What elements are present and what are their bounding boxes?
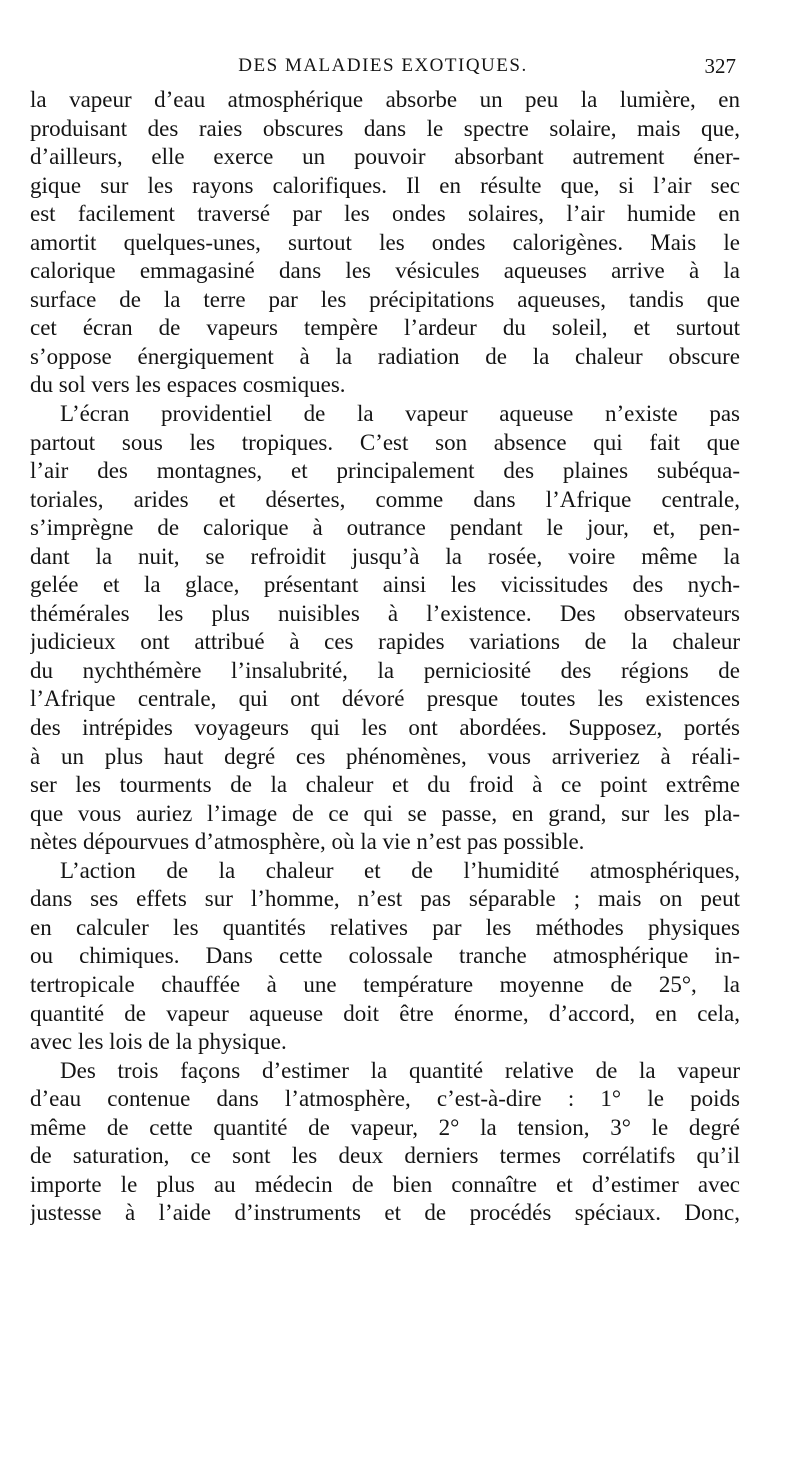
text-line: est facilement traversé par les ondes solaires, l’air humide en: [30, 201, 740, 227]
text-line: que vous auriez l’image de ce qui se passe, en grand, sur les pla-: [30, 800, 740, 826]
text-line: calorique emmagasiné dans les vésicules aqueuses arrive à la: [30, 258, 740, 284]
text-line: gique sur les rayons calorifiques. Il en résulte que, si l’air sec: [30, 172, 740, 198]
text-line: dans ses effets sur l’homme, n’est pas séparable ; mais on peut: [30, 886, 740, 912]
text-line: s’oppose énergiquement à la radiation de la chaleur obscure: [30, 343, 740, 369]
running-head: DES MALADIES EXOTIQUES.: [238, 55, 528, 76]
text-line: gelée et la glace, présentant ainsi les vicissitudes des nych-: [30, 572, 740, 598]
page-header: [30, 48, 736, 84]
text-line: même de cette quantité de vapeur, 2° la tension, 3° le degré: [30, 1114, 740, 1140]
text-line: l’air des montagnes, et principalement des plaines subéqua-: [30, 458, 740, 484]
text-line: s’imprègne de calorique à outrance pendant le jour, et, pen-: [30, 515, 740, 541]
text-line: L’écran providentiel de la vapeur aqueuse n’existe pas: [60, 401, 740, 427]
text-line: L’action de la chaleur et de l’humidité atmosphériques,: [60, 857, 740, 883]
page-number: 327: [704, 54, 736, 78]
text-line: justesse à l’aide d’instruments et de procédés spéciaux. Donc,: [30, 1200, 740, 1226]
text-line: dant la nuit, se refroidit jusqu’à la rosée, voire même la: [30, 543, 740, 569]
paragraph: [30, 400, 740, 857]
text-line: thémérales les plus nuisibles à l’existence. Des observateurs: [30, 600, 740, 626]
text-line: importe le plus au médecin de bien connaître et d’estimer avec: [30, 1171, 740, 1197]
paragraph: [30, 86, 740, 400]
text-line: ser les tourments de la chaleur et du froid à ce point extrême: [30, 772, 740, 798]
text-line: en calculer les quantités relatives par les méthodes physiques: [30, 914, 740, 940]
text-line: surface de la terre par les précipitations aqueuses, tandis que: [30, 286, 740, 312]
text-line: du nychthémère l’insalubrité, la perniciosité des régions de: [30, 657, 740, 683]
text-line: quantité de vapeur aqueuse doit être énorme, d’accord, en cela,: [30, 1000, 740, 1026]
text-line: d’eau contenue dans l’atmosphère, c’est-à-dire : 1° le poids: [30, 1086, 740, 1112]
text-line: à un plus haut degré ces phénomènes, vous arriveriez à réali-: [30, 743, 740, 769]
text-line: d’ailleurs, elle exerce un pouvoir absorbant autrement éner-: [30, 144, 740, 170]
text-line: amortit quelques-unes, surtout les ondes calorigènes. Mais le: [30, 229, 740, 255]
body-text: [30, 86, 740, 1228]
text-line: judicieux ont attribué à ces rapides variations de la chaleur: [30, 629, 740, 655]
paragraph: [30, 857, 740, 1057]
text-line: produisant des raies obscures dans le spectre solaire, mais que,: [30, 115, 740, 141]
text-line: partout sous les tropiques. C’est son absence qui fait que: [30, 429, 740, 455]
text-line: la vapeur d’eau atmosphérique absorbe un peu la lumière, en: [30, 87, 740, 112]
text-line: Des trois façons d’estimer la quantité relative de la vapeur: [60, 1057, 740, 1083]
text-line: nètes dépourvues d’atmosphère, où la vie n’est pas possible.: [30, 829, 585, 855]
text-line: des intrépides voyageurs qui les ont abordées. Supposez, portés: [30, 715, 740, 741]
text-line: de saturation, ce sont les deux derniers termes corrélatifs qu’il: [30, 1143, 740, 1169]
text-line: cet écran de vapeurs tempère l’ardeur du soleil, et surtout: [30, 315, 740, 341]
text-line: avec les lois de la physique.: [30, 1029, 287, 1055]
text-line: toriales, arides et désertes, comme dans l’Afrique centrale,: [30, 486, 740, 512]
text-line: ou chimiques. Dans cette colossale tranche atmosphérique in-: [30, 943, 740, 969]
paragraph: [30, 1057, 740, 1228]
text-line: l’Afrique centrale, qui ont dévoré presque toutes les existences: [30, 686, 740, 712]
text-line: du sol vers les espaces cosmiques.: [30, 372, 346, 398]
text-line: tertropicale chauffée à une température moyenne de 25°, la: [30, 971, 740, 997]
